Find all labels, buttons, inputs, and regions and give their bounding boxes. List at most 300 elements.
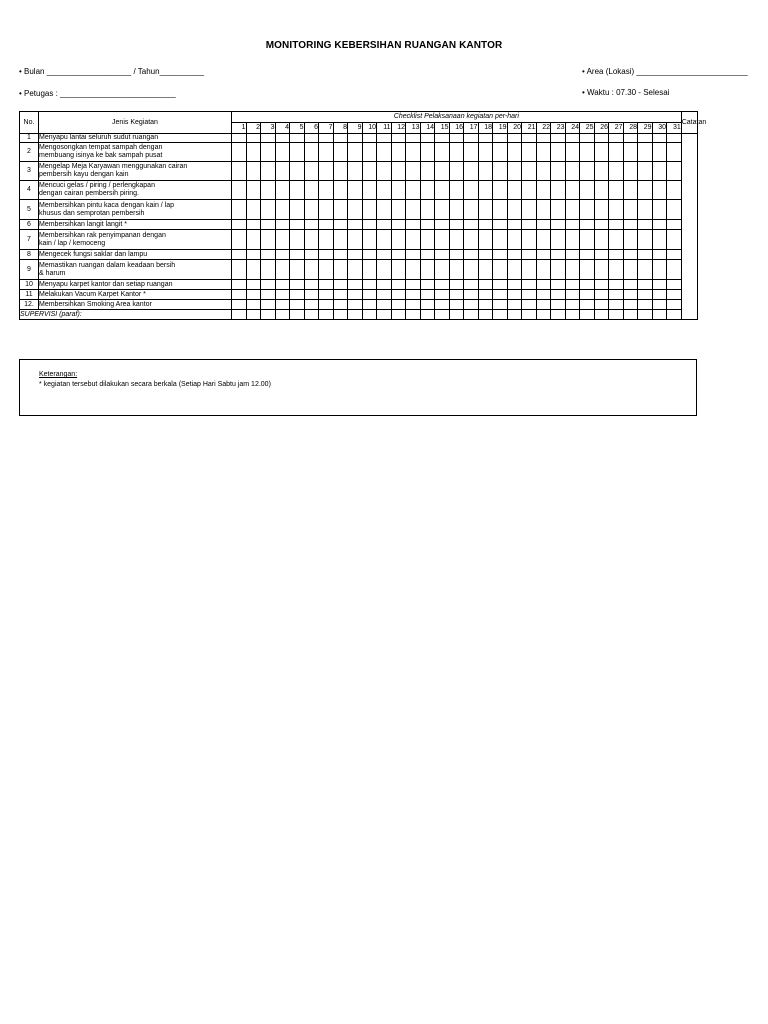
check-cell bbox=[594, 143, 609, 162]
check-cell bbox=[435, 134, 450, 143]
check-cell bbox=[319, 300, 334, 310]
check-cell bbox=[594, 230, 609, 250]
check-cell bbox=[623, 290, 638, 300]
check-cell bbox=[565, 290, 580, 300]
check-cell bbox=[594, 300, 609, 310]
check-cell bbox=[435, 260, 450, 280]
check-cell bbox=[449, 143, 464, 162]
day-header: 11 bbox=[377, 123, 392, 134]
check-cell bbox=[580, 250, 595, 260]
check-cell bbox=[536, 134, 551, 143]
check-cell bbox=[232, 143, 247, 162]
check-cell bbox=[406, 134, 421, 143]
check-cell bbox=[551, 280, 566, 290]
check-cell bbox=[362, 143, 377, 162]
activity-text: Mengecek fungsi saklar dan lampu bbox=[39, 250, 148, 258]
check-cell bbox=[333, 200, 348, 220]
check-cell bbox=[391, 280, 406, 290]
check-cell bbox=[623, 162, 638, 181]
activity-cell bbox=[39, 200, 232, 220]
check-cell bbox=[391, 162, 406, 181]
supervisi-check-cell bbox=[333, 310, 348, 320]
check-cell bbox=[464, 143, 479, 162]
check-cell bbox=[290, 143, 305, 162]
check-cell bbox=[275, 181, 290, 200]
check-cell bbox=[638, 143, 653, 162]
supervisi-check-cell bbox=[232, 310, 247, 320]
row-number: 11 bbox=[20, 290, 39, 300]
check-cell bbox=[420, 300, 435, 310]
check-cell bbox=[348, 230, 363, 250]
check-cell bbox=[377, 134, 392, 143]
col-header-catatan: Catatan bbox=[681, 112, 697, 134]
check-cell bbox=[232, 134, 247, 143]
check-cell bbox=[333, 143, 348, 162]
row-number: 9 bbox=[20, 260, 39, 280]
check-cell bbox=[638, 230, 653, 250]
check-cell bbox=[464, 181, 479, 200]
check-cell bbox=[261, 250, 276, 260]
supervisi-check-cell bbox=[464, 310, 479, 320]
check-cell bbox=[667, 300, 682, 310]
supervisi-check-cell bbox=[594, 310, 609, 320]
check-cell bbox=[565, 162, 580, 181]
check-cell bbox=[333, 290, 348, 300]
check-cell bbox=[290, 230, 305, 250]
waktu-field: • Waktu : 07.30 - Selesai bbox=[582, 88, 670, 97]
check-cell bbox=[623, 300, 638, 310]
supervisi-check-cell bbox=[667, 310, 682, 320]
check-cell bbox=[377, 200, 392, 220]
check-cell bbox=[507, 290, 522, 300]
check-cell bbox=[362, 290, 377, 300]
check-cell bbox=[536, 143, 551, 162]
check-cell bbox=[348, 280, 363, 290]
check-cell bbox=[580, 162, 595, 181]
check-cell bbox=[377, 300, 392, 310]
check-cell bbox=[551, 200, 566, 220]
activity-cell bbox=[39, 181, 232, 200]
check-cell bbox=[319, 134, 334, 143]
activity-cell bbox=[39, 290, 232, 300]
activity-cell bbox=[39, 230, 232, 250]
check-cell bbox=[261, 220, 276, 230]
check-cell bbox=[391, 230, 406, 250]
row-number: 2 bbox=[20, 143, 39, 162]
check-cell bbox=[638, 134, 653, 143]
check-cell bbox=[565, 143, 580, 162]
check-cell bbox=[609, 230, 624, 250]
check-cell bbox=[261, 300, 276, 310]
check-cell bbox=[275, 290, 290, 300]
activity-text: Mencuci gelas / piring / perlengkapan bbox=[39, 182, 155, 189]
check-cell bbox=[362, 300, 377, 310]
supervisi-check-cell bbox=[449, 310, 464, 320]
check-cell bbox=[377, 290, 392, 300]
day-header: 25 bbox=[580, 123, 595, 134]
check-cell bbox=[333, 230, 348, 250]
check-cell bbox=[609, 220, 624, 230]
check-cell bbox=[652, 260, 667, 280]
supervisi-check-cell bbox=[290, 310, 305, 320]
activity-text: pembersih kayu dengan kain bbox=[39, 171, 129, 178]
activity-text: Membersihkan langit langit * bbox=[39, 220, 127, 228]
check-cell bbox=[232, 162, 247, 181]
day-header: 16 bbox=[449, 123, 464, 134]
check-cell bbox=[507, 134, 522, 143]
day-header: 19 bbox=[493, 123, 508, 134]
check-cell bbox=[652, 200, 667, 220]
activity-cell bbox=[39, 280, 232, 290]
check-cell bbox=[435, 162, 450, 181]
check-cell bbox=[319, 200, 334, 220]
check-cell bbox=[449, 230, 464, 250]
row-number: 10 bbox=[20, 280, 39, 290]
check-cell bbox=[391, 290, 406, 300]
day-header: 29 bbox=[638, 123, 653, 134]
check-cell bbox=[246, 220, 261, 230]
keterangan-box bbox=[19, 359, 697, 416]
check-cell bbox=[580, 143, 595, 162]
check-cell bbox=[406, 181, 421, 200]
day-header: 3 bbox=[261, 123, 276, 134]
check-cell bbox=[638, 260, 653, 280]
check-cell bbox=[667, 162, 682, 181]
check-cell bbox=[623, 230, 638, 250]
check-cell bbox=[275, 230, 290, 250]
check-cell bbox=[623, 143, 638, 162]
check-cell bbox=[478, 181, 493, 200]
check-cell bbox=[290, 290, 305, 300]
activity-text: khusus dan semprotan pembersih bbox=[39, 209, 145, 217]
check-cell bbox=[261, 200, 276, 220]
check-cell bbox=[478, 162, 493, 181]
check-cell bbox=[536, 260, 551, 280]
day-header: 12 bbox=[391, 123, 406, 134]
check-cell bbox=[652, 134, 667, 143]
check-cell bbox=[551, 162, 566, 181]
check-cell bbox=[522, 134, 537, 143]
check-cell bbox=[304, 134, 319, 143]
check-cell bbox=[232, 280, 247, 290]
check-cell bbox=[333, 181, 348, 200]
activity-cell bbox=[39, 250, 232, 260]
supervisi-check-cell bbox=[377, 310, 392, 320]
check-cell bbox=[623, 260, 638, 280]
check-cell bbox=[333, 162, 348, 181]
check-cell bbox=[348, 260, 363, 280]
check-cell bbox=[623, 134, 638, 143]
check-cell bbox=[362, 200, 377, 220]
check-cell bbox=[232, 230, 247, 250]
check-cell bbox=[232, 200, 247, 220]
check-cell bbox=[493, 300, 508, 310]
check-cell bbox=[565, 300, 580, 310]
check-cell bbox=[638, 300, 653, 310]
check-cell bbox=[652, 220, 667, 230]
check-cell bbox=[290, 200, 305, 220]
check-cell bbox=[290, 181, 305, 200]
check-cell bbox=[391, 300, 406, 310]
check-cell bbox=[536, 220, 551, 230]
check-cell bbox=[522, 280, 537, 290]
check-cell bbox=[464, 200, 479, 220]
check-cell bbox=[464, 134, 479, 143]
check-cell bbox=[507, 250, 522, 260]
check-cell bbox=[565, 280, 580, 290]
check-cell bbox=[246, 260, 261, 280]
check-cell bbox=[435, 300, 450, 310]
check-cell bbox=[246, 143, 261, 162]
check-cell bbox=[609, 260, 624, 280]
check-cell bbox=[522, 230, 537, 250]
check-cell bbox=[609, 181, 624, 200]
check-cell bbox=[522, 181, 537, 200]
check-cell bbox=[623, 250, 638, 260]
supervisi-check-cell bbox=[507, 310, 522, 320]
check-cell bbox=[667, 143, 682, 162]
table-row bbox=[20, 143, 698, 162]
check-cell bbox=[435, 280, 450, 290]
check-cell bbox=[449, 220, 464, 230]
supervisi-check-cell bbox=[420, 310, 435, 320]
check-cell bbox=[391, 143, 406, 162]
table-row bbox=[20, 260, 698, 280]
supervisi-check-cell bbox=[580, 310, 595, 320]
check-cell bbox=[667, 134, 682, 143]
day-header: 6 bbox=[304, 123, 319, 134]
check-cell bbox=[406, 300, 421, 310]
check-cell bbox=[493, 162, 508, 181]
check-cell bbox=[522, 162, 537, 181]
check-cell bbox=[478, 260, 493, 280]
col-header-checklist: Checklist Pelaksanaan kegiatan per-hari bbox=[232, 112, 682, 123]
check-cell bbox=[232, 260, 247, 280]
row-number: 1 bbox=[20, 134, 39, 143]
check-cell bbox=[493, 290, 508, 300]
check-cell bbox=[319, 220, 334, 230]
activity-text: membuang isinya ke bak sampah pusat bbox=[39, 152, 163, 159]
day-header: 23 bbox=[551, 123, 566, 134]
check-cell bbox=[594, 280, 609, 290]
check-cell bbox=[580, 300, 595, 310]
check-cell bbox=[464, 250, 479, 260]
keterangan-label: Keterangan: bbox=[39, 371, 78, 378]
monitoring-table bbox=[19, 111, 707, 320]
check-cell bbox=[652, 230, 667, 250]
check-cell bbox=[493, 250, 508, 260]
col-header-no: No. bbox=[20, 112, 39, 134]
check-cell bbox=[333, 280, 348, 290]
row-number: 5 bbox=[20, 200, 39, 220]
check-cell bbox=[609, 290, 624, 300]
check-cell bbox=[522, 300, 537, 310]
supervisi-check-cell bbox=[304, 310, 319, 320]
check-cell bbox=[406, 280, 421, 290]
check-cell bbox=[594, 260, 609, 280]
check-cell bbox=[290, 250, 305, 260]
check-cell bbox=[246, 162, 261, 181]
check-cell bbox=[406, 290, 421, 300]
check-cell bbox=[348, 162, 363, 181]
table-row bbox=[20, 181, 698, 200]
check-cell bbox=[464, 300, 479, 310]
check-cell bbox=[232, 220, 247, 230]
check-cell bbox=[406, 200, 421, 220]
check-cell bbox=[580, 200, 595, 220]
check-cell bbox=[362, 134, 377, 143]
check-cell bbox=[319, 290, 334, 300]
check-cell bbox=[333, 260, 348, 280]
check-cell bbox=[638, 220, 653, 230]
check-cell bbox=[478, 134, 493, 143]
check-cell bbox=[275, 300, 290, 310]
check-cell bbox=[594, 134, 609, 143]
check-cell bbox=[319, 250, 334, 260]
check-cell bbox=[551, 181, 566, 200]
supervisi-check-cell bbox=[522, 310, 537, 320]
check-cell bbox=[275, 220, 290, 230]
check-cell bbox=[638, 181, 653, 200]
activity-text: Mengosongkan tempat sampah dengan bbox=[39, 144, 163, 151]
check-cell bbox=[652, 143, 667, 162]
check-cell bbox=[261, 143, 276, 162]
check-cell bbox=[536, 300, 551, 310]
check-cell bbox=[232, 181, 247, 200]
check-cell bbox=[652, 300, 667, 310]
check-cell bbox=[638, 280, 653, 290]
check-cell bbox=[478, 290, 493, 300]
day-header: 13 bbox=[406, 123, 421, 134]
check-cell bbox=[362, 260, 377, 280]
check-cell bbox=[507, 300, 522, 310]
check-cell bbox=[246, 300, 261, 310]
check-cell bbox=[435, 250, 450, 260]
check-cell bbox=[391, 181, 406, 200]
check-cell bbox=[522, 290, 537, 300]
activity-cell bbox=[39, 300, 232, 310]
check-cell bbox=[609, 162, 624, 181]
check-cell bbox=[507, 200, 522, 220]
activity-text: kain / lap / kemoceng bbox=[39, 239, 106, 247]
check-cell bbox=[464, 280, 479, 290]
area-field: • Area (Lokasi) _________________________ bbox=[582, 67, 748, 76]
check-cell bbox=[377, 181, 392, 200]
check-cell bbox=[377, 143, 392, 162]
check-cell bbox=[667, 250, 682, 260]
check-cell bbox=[348, 300, 363, 310]
check-cell bbox=[449, 300, 464, 310]
supervisi-check-cell bbox=[478, 310, 493, 320]
check-cell bbox=[536, 200, 551, 220]
check-cell bbox=[580, 220, 595, 230]
check-cell bbox=[565, 230, 580, 250]
check-cell bbox=[304, 181, 319, 200]
check-cell bbox=[551, 300, 566, 310]
check-cell bbox=[406, 143, 421, 162]
row-number: 3 bbox=[20, 162, 39, 181]
check-cell bbox=[232, 300, 247, 310]
check-cell bbox=[391, 220, 406, 230]
table-row bbox=[20, 220, 698, 230]
check-cell bbox=[536, 280, 551, 290]
check-cell bbox=[246, 280, 261, 290]
check-cell bbox=[667, 181, 682, 200]
table-row bbox=[20, 230, 698, 250]
check-cell bbox=[348, 290, 363, 300]
bulan-tahun-field: • Bulan ___________________ / Tahun__________ bbox=[19, 67, 205, 76]
check-cell bbox=[348, 220, 363, 230]
activity-text: Membersihkan rak penyimpanan dengan bbox=[39, 231, 166, 239]
table-row bbox=[20, 250, 698, 260]
keterangan-note: * kegiatan tersebut dilakukan secara berkala (Setiap Hari Sabtu jam 12.00) bbox=[39, 381, 271, 388]
check-cell bbox=[551, 290, 566, 300]
col-header-jenis: Jenis Kegiatan bbox=[39, 112, 232, 134]
check-cell bbox=[435, 290, 450, 300]
check-cell bbox=[623, 181, 638, 200]
check-cell bbox=[522, 260, 537, 280]
check-cell bbox=[536, 290, 551, 300]
check-cell bbox=[609, 200, 624, 220]
activity-cell bbox=[39, 220, 232, 230]
day-header: 30 bbox=[652, 123, 667, 134]
check-cell bbox=[449, 200, 464, 220]
activity-text: Menyapu lantai seluruh sudut ruangan bbox=[39, 134, 159, 141]
supervisi-label: SUPERVISI (paraf): bbox=[20, 310, 232, 320]
activity-cell bbox=[39, 134, 232, 143]
check-cell bbox=[304, 230, 319, 250]
check-cell bbox=[406, 260, 421, 280]
check-cell bbox=[304, 260, 319, 280]
check-cell bbox=[246, 230, 261, 250]
check-cell bbox=[304, 200, 319, 220]
day-header: 5 bbox=[290, 123, 305, 134]
check-cell bbox=[420, 162, 435, 181]
check-cell bbox=[594, 290, 609, 300]
supervisi-check-cell bbox=[551, 310, 566, 320]
check-cell bbox=[609, 143, 624, 162]
activity-text: Membersihkan Smoking Area kantor bbox=[39, 300, 152, 308]
day-header: 8 bbox=[333, 123, 348, 134]
table-row bbox=[20, 290, 698, 300]
check-cell bbox=[319, 260, 334, 280]
check-cell bbox=[551, 260, 566, 280]
check-cell bbox=[391, 250, 406, 260]
check-cell bbox=[348, 181, 363, 200]
page-title: MONITORING KEBERSIHAN RUANGAN KANTOR bbox=[265, 40, 503, 51]
check-cell bbox=[580, 290, 595, 300]
check-cell bbox=[449, 280, 464, 290]
check-cell bbox=[652, 181, 667, 200]
check-cell bbox=[493, 181, 508, 200]
activity-cell bbox=[39, 260, 232, 280]
check-cell bbox=[290, 300, 305, 310]
check-cell bbox=[275, 162, 290, 181]
check-cell bbox=[261, 230, 276, 250]
check-cell bbox=[246, 250, 261, 260]
activity-cell bbox=[39, 143, 232, 162]
check-cell bbox=[464, 230, 479, 250]
check-cell bbox=[594, 250, 609, 260]
check-cell bbox=[290, 134, 305, 143]
check-cell bbox=[667, 280, 682, 290]
supervisi-check-cell bbox=[435, 310, 450, 320]
check-cell bbox=[551, 134, 566, 143]
table-row bbox=[20, 200, 698, 220]
check-cell bbox=[420, 250, 435, 260]
check-cell bbox=[565, 134, 580, 143]
activity-text: Menyapu karpet kantor dan setiap ruangan bbox=[39, 280, 173, 288]
